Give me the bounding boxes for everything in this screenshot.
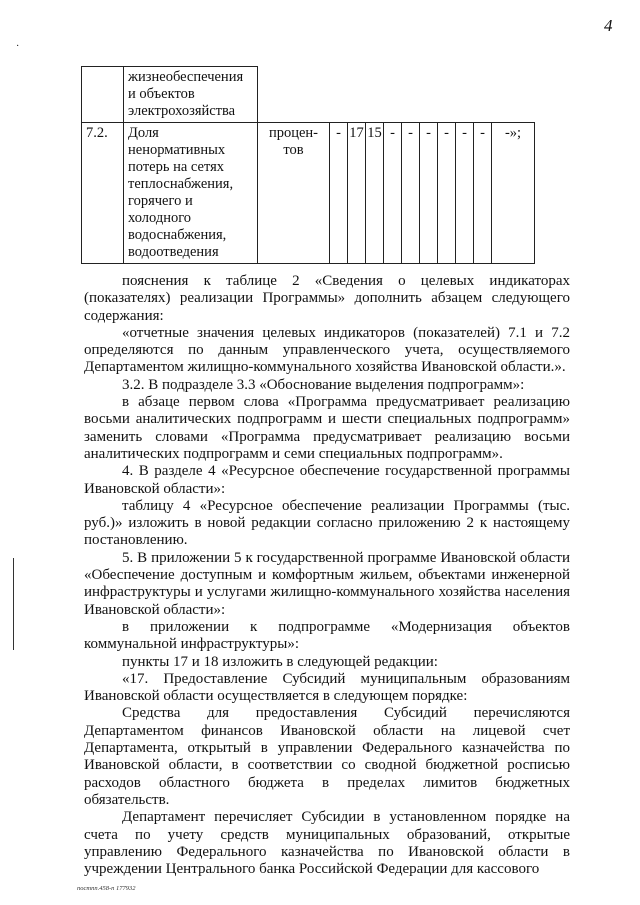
table-cell-value: - [330, 123, 348, 264]
table-cell-num [82, 67, 124, 123]
paragraph: Департамент перечисляет Субсидии в установленном порядке на счета по учету средств муниципальных образований, открытые управлению Федерального казначейства по Ивановской области в учреждении Центрального банка Российской Федерации для кассового [84, 809, 570, 878]
footer-code: постпп.458-п 177932 [77, 885, 136, 892]
table-cell-value: - [474, 123, 492, 264]
table-cell-value: 17 [348, 123, 366, 264]
paragraph: 4. В разделе 4 «Ресурсное обеспечение государственной программы Ивановской области»: [84, 463, 570, 497]
table-cell-name: жизнеобеспечения и объектов электрохозяйства [124, 67, 258, 123]
table-cell-value: - [384, 123, 402, 264]
table-cell-num: 7.2. [82, 123, 124, 264]
paragraph: Средства для предоставления Субсидий перечисляются Департаментом финансов Ивановской области на лицевой счет Департамента, открытый в управлении Федерального казначейства по Ивановской области, в соответствии со сводной бюджетной росписью расходов областного бюджета в пределах лимитов бюджетных обязательств. [84, 705, 570, 808]
table-cell-last: -»; [492, 123, 535, 264]
table-row [82, 67, 535, 123]
table-cell-value: - [420, 123, 438, 264]
paragraph: в приложении к подпрограмме «Модернизация объектов коммунальной инфраструктуры»: [84, 618, 570, 653]
table-cell-name: Доля ненормативных потерь на сетях теплоснабжения, горячего и холодного водоснабжения, водоотведения [124, 123, 258, 264]
table-cell-value: - [456, 123, 474, 264]
paragraph: «отчетные значения целевых индикаторов (показателей) 7.1 и 7.2 определяются по данным управленческого учета, осуществляемого Департаментом жилищно-коммунального хозяйства Ивановской области.». [84, 324, 570, 376]
page-number: 4 [604, 16, 613, 35]
table-cell-unit: процен- тов [258, 123, 330, 264]
margin-line [13, 558, 14, 650]
paragraph: пояснения к таблице 2 «Сведения о целевых индикаторах (показателях) реализации Программы» дополнить абзацем следующего содержания: [84, 273, 570, 324]
paragraph: пункты 17 и 18 изложить в следующей редакции: [122, 653, 438, 670]
paragraph: 3.2. В подразделе 3.3 «Обоснование выделения подпрограмм»: [122, 376, 525, 393]
table-cell-value: - [438, 123, 456, 264]
table-cell-value: - [402, 123, 420, 264]
paragraph: таблицу 4 «Ресурсное обеспечение реализации Программы (тыс. руб.)» изложить в новой редакции согласно приложению 2 к настоящему постановлению. [84, 497, 570, 549]
table-row [82, 123, 535, 264]
document-body [84, 273, 570, 878]
indicators-table [81, 66, 535, 264]
margin-mark: · [16, 41, 20, 52]
paragraph: в абзаце первом слова «Программа предусматривает реализацию восьми аналитических подпрограмм и шести специальных подпрограмм» заменить словами «Программа предусматривает реализацию восьми аналитических подпрограмм и семи специальных подпрограмм». [84, 394, 570, 462]
paragraph: 5. В приложении 5 к государственной программе Ивановской области «Обеспечение доступным и комфортным жильем, объектами инженерной инфраструктуры и услугами жилищно-коммунального хозяйства населения Ивановской области»: [84, 549, 570, 618]
table-cell-value: 15 [366, 123, 384, 264]
paragraph: «17. Предоставление Субсидий муниципальным образованиям Ивановской области осуществляется в следующем порядке: [84, 670, 570, 705]
